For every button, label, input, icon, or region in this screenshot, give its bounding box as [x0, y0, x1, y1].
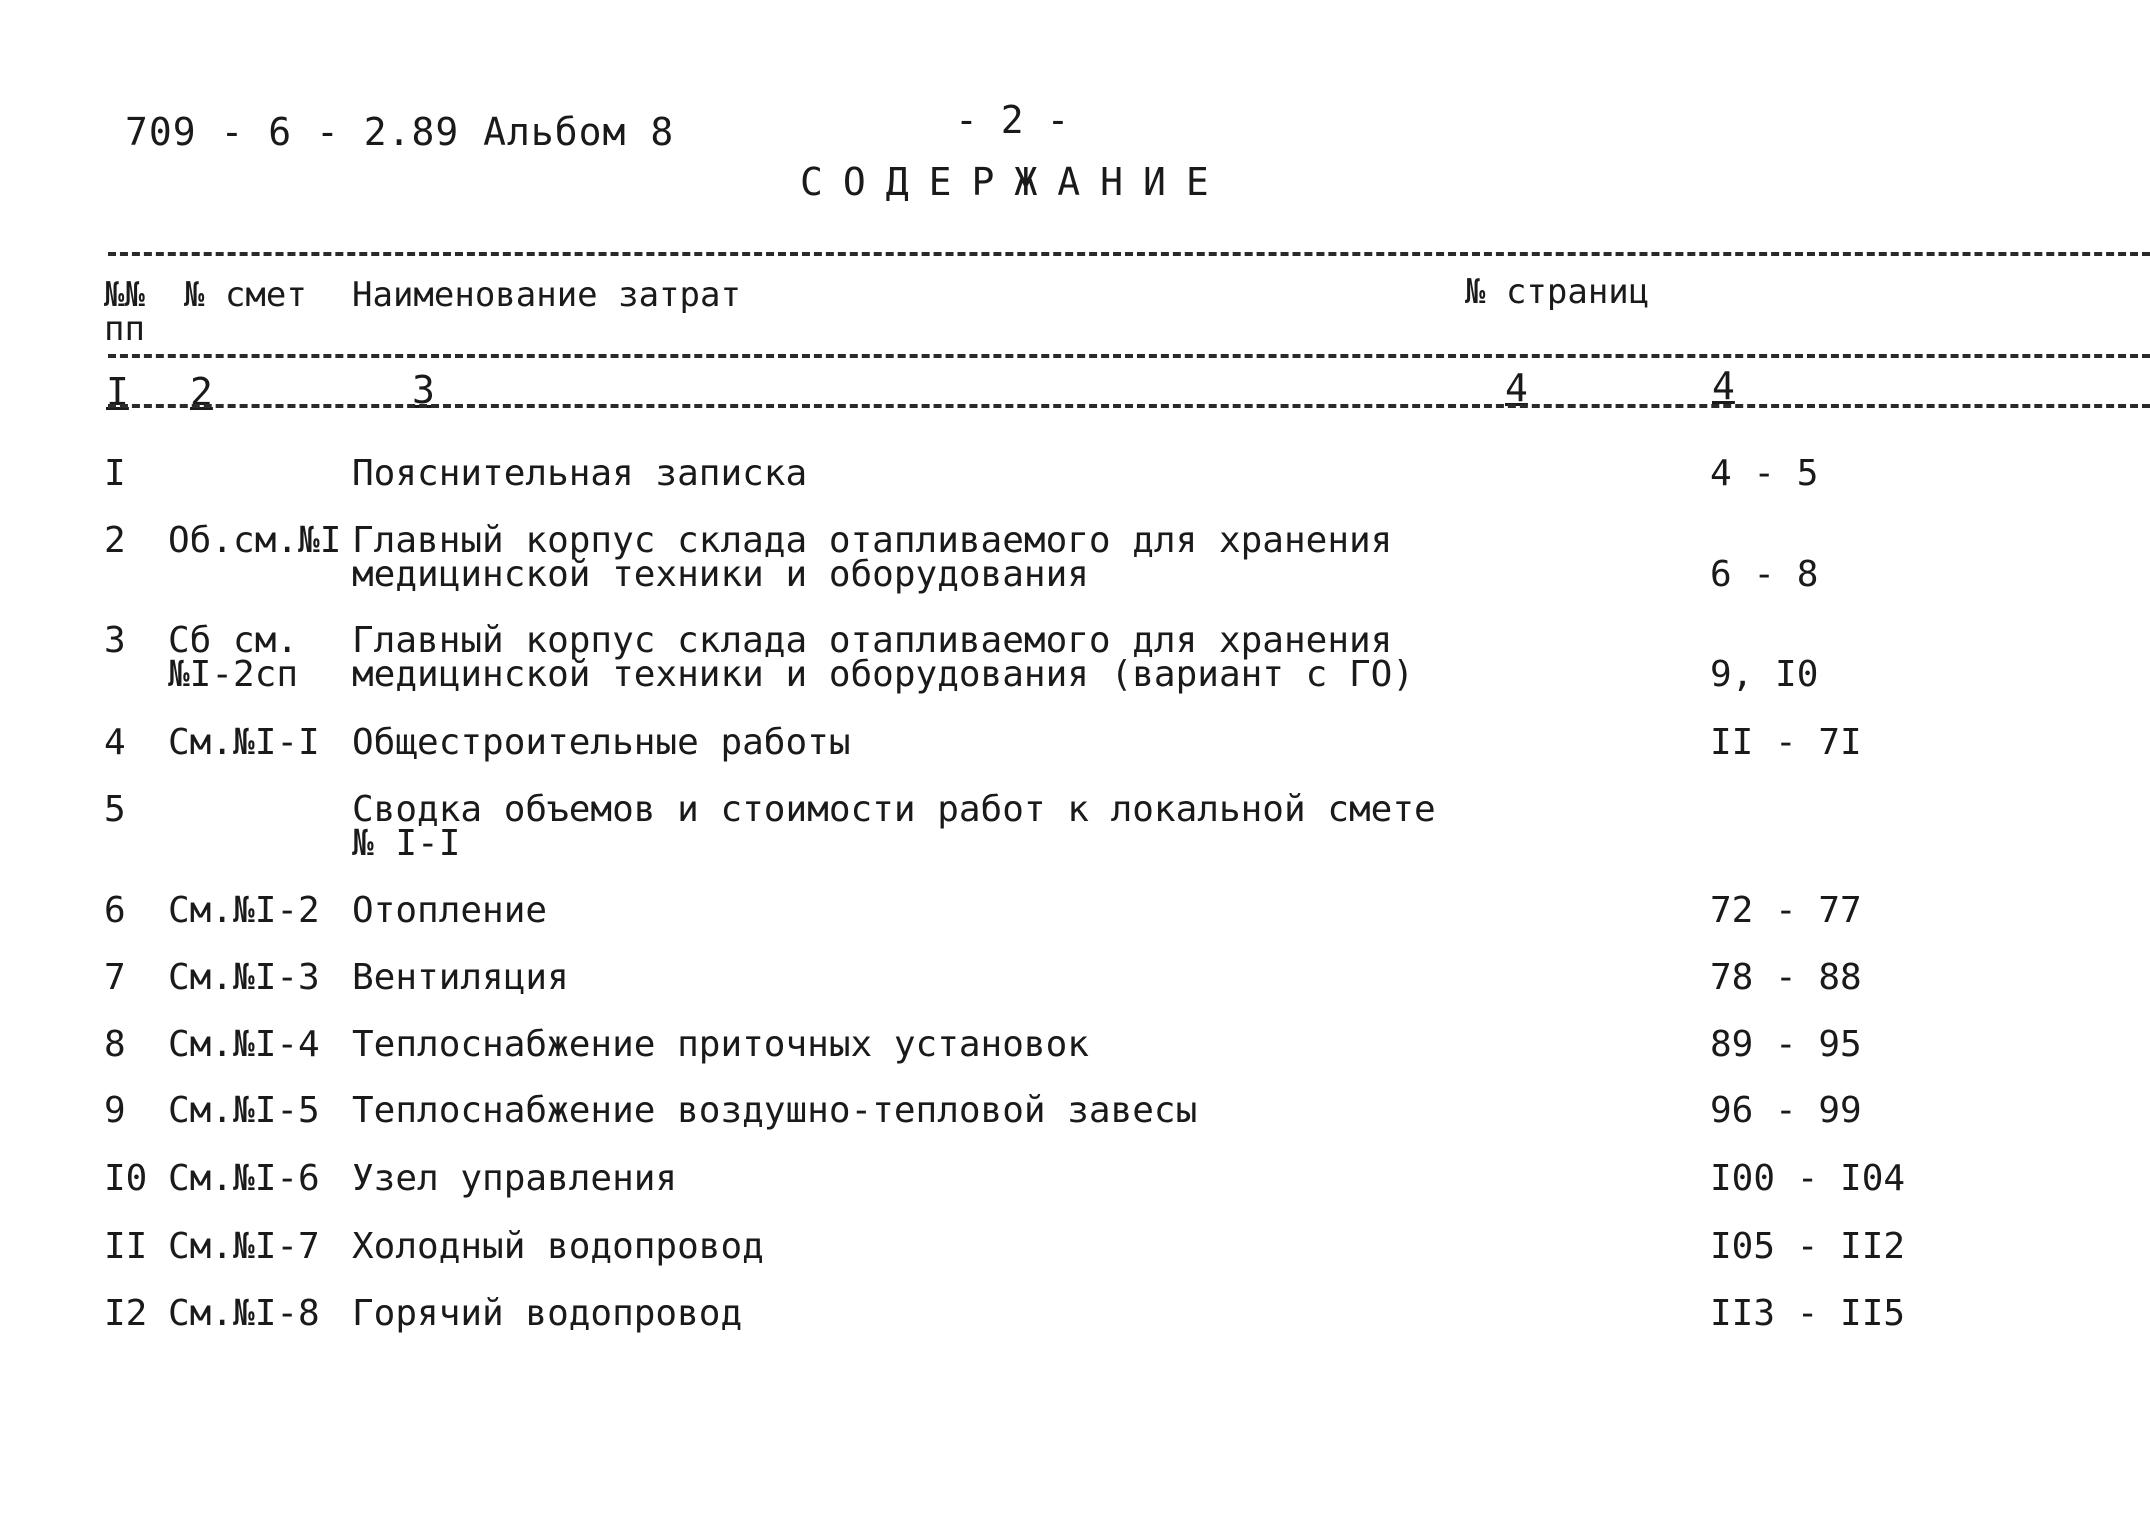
row-number: II — [104, 1226, 148, 1267]
column-number-4: 4 — [1505, 366, 1528, 410]
row-number: 7 — [104, 957, 126, 998]
row-number: 2 — [104, 520, 126, 561]
row-name: Пояснительная записка — [352, 453, 808, 494]
row-name: Вентиляция — [352, 957, 569, 998]
row-pages: 4 - 5 — [1710, 453, 1819, 494]
row-estimate: См.№I-5 — [168, 1090, 320, 1131]
column-numbers-rule — [108, 404, 2150, 408]
row-pages: II - 7I — [1710, 722, 1862, 763]
row-name: Общестроительные работы — [352, 722, 851, 763]
column-header-name: Наименование затрат — [352, 275, 741, 315]
table-top-rule — [108, 252, 2150, 256]
row-pages: I00 - I04 — [1710, 1158, 1906, 1199]
column-number-1: I — [106, 370, 129, 414]
row-estimate: См.№I-2 — [168, 890, 320, 931]
column-number-5: 4 — [1712, 364, 1735, 408]
row-pages: 6 - 8 — [1710, 554, 1819, 595]
column-header-estimate: № смет — [184, 275, 307, 315]
row-estimate: См.№I-8 — [168, 1293, 320, 1334]
row-estimate: См.№I-7 — [168, 1226, 320, 1267]
row-pages: I05 - II2 — [1710, 1226, 1906, 1267]
row-estimate: См.№I-I — [168, 722, 320, 763]
row-name: Теплоснабжение воздушно-тепловой завесы — [352, 1090, 1198, 1131]
row-pages: 96 - 99 — [1710, 1090, 1862, 1131]
row-name: Горячий водопровод — [352, 1293, 743, 1334]
column-header-pages: № страниц — [1465, 272, 1650, 312]
row-pages: 78 - 88 — [1710, 957, 1862, 998]
row-pages: II3 - II5 — [1710, 1293, 1906, 1334]
row-name: Главный корпус склада отапливаемого для хранения медицинской техники и оборудования (вариант с ГО) — [352, 620, 1415, 695]
row-number: I — [104, 453, 126, 494]
row-number: 4 — [104, 722, 126, 763]
row-number: 3 — [104, 620, 126, 661]
row-estimate: Сб см. №I-2сп — [168, 620, 299, 695]
row-pages: 9, I0 — [1710, 654, 1819, 695]
row-number: 6 — [104, 890, 126, 931]
row-pages: 72 - 77 — [1710, 890, 1862, 931]
header-bottom-rule — [108, 354, 2150, 358]
column-number-3: 3 — [412, 368, 435, 412]
row-estimate: Об.см.№I — [168, 520, 342, 561]
row-estimate: См.№I-3 — [168, 957, 320, 998]
row-number: I0 — [104, 1158, 148, 1199]
row-number: 5 — [104, 789, 126, 830]
document-title: СОДЕРЖАНИЕ — [800, 160, 1229, 204]
row-estimate: См.№I-4 — [168, 1024, 320, 1065]
page-number: - 2 - — [955, 98, 1070, 142]
column-header-num: №№ пп — [104, 275, 145, 349]
row-name: Главный корпус склада отапливаемого для хранения медицинской техники и оборудования — [352, 520, 1393, 595]
document-code: 709 - 6 - 2.89 Альбом 8 — [125, 110, 675, 154]
row-number: 9 — [104, 1090, 126, 1131]
row-name: Отопление — [352, 890, 548, 931]
row-estimate: См.№I-6 — [168, 1158, 320, 1199]
row-number: 8 — [104, 1024, 126, 1065]
row-name: Холодный водопровод — [352, 1226, 764, 1267]
row-pages: 89 - 95 — [1710, 1024, 1862, 1065]
row-number: I2 — [104, 1293, 148, 1334]
row-name: Узел управления — [352, 1158, 678, 1199]
row-name: Сводка объемов и стоимости работ к локальной смете № I-I — [352, 789, 1436, 864]
row-name: Теплоснабжение приточных установок — [352, 1024, 1089, 1065]
column-number-2: 2 — [190, 370, 213, 414]
